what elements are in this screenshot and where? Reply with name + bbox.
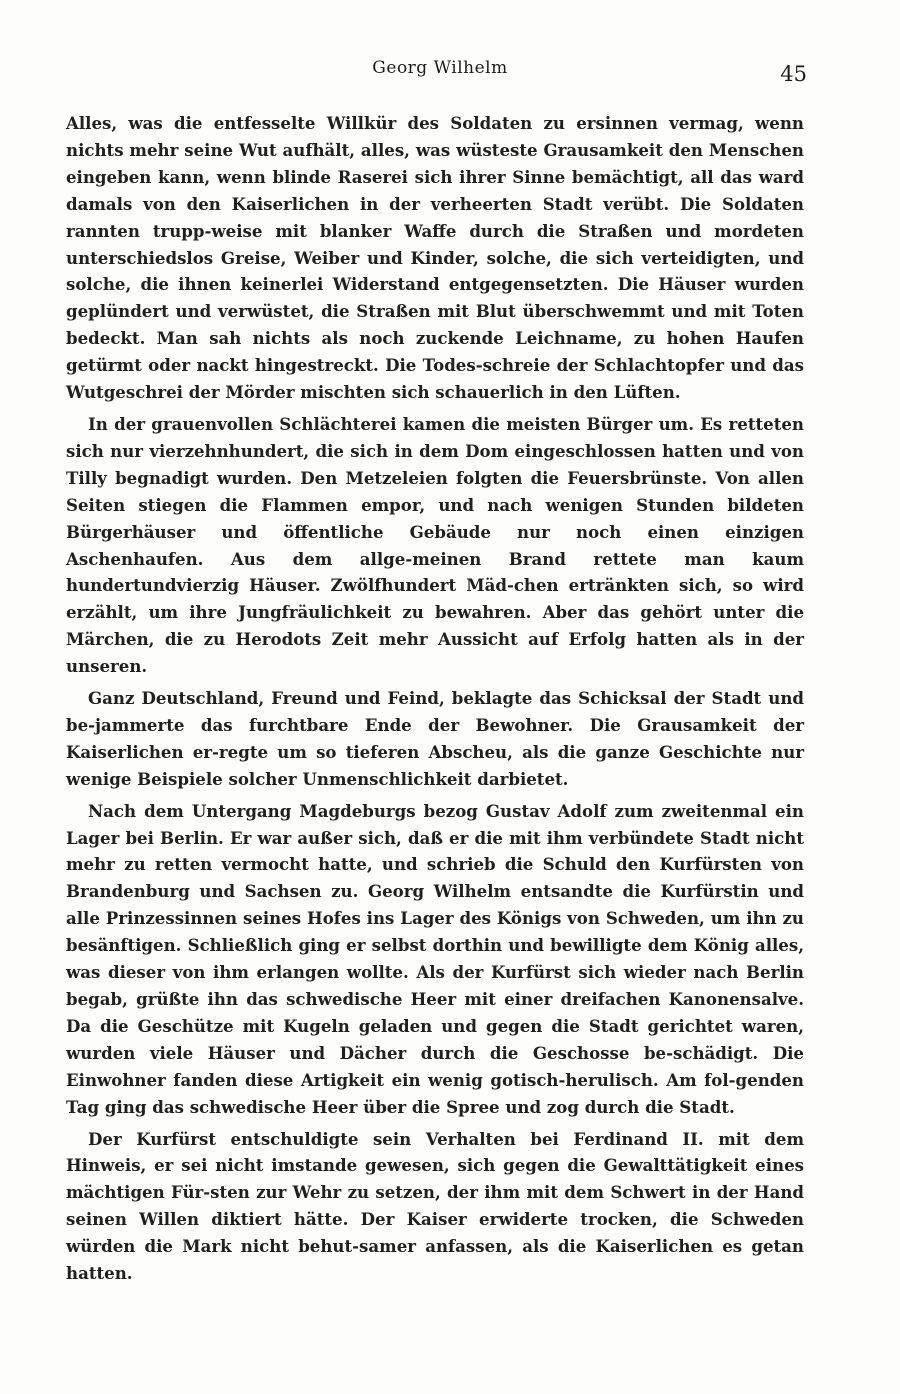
page-number: 45: [780, 62, 807, 86]
running-head: [0, 58, 900, 88]
paragraph: Ganz Deutschland, Freund und Feind, beklagte das Schicksal der Stadt und be-jammerte das furchtbare Ende der Bewohner. Die Grausamkeit der Kaiserlichen er-regte um so tieferen Abscheu, als die ganze Geschichte nur wenige Beispiele solcher Unmenschlichkeit darbietet.: [66, 688, 804, 789]
paragraph: Nach dem Untergang Magdeburgs bezog Gustav Adolf zum zweitenmal ein Lager bei Berlin. Er war außer sich, daß er die mit ihm verbündete Stadt nicht mehr zu retten vermocht hatte, und schrieb die Schuld den Kurfürsten von Brandenburg und Sachsen zu. Georg Wilhelm entsandte die Kurfürstin und alle Prinzessinnen seines Hofes ins Lager des Königs von Schweden, um ihn zu besänftigen. Schließlich ging er selbst dorthin und bewilligte dem König alles, was dieser von ihm erlangen wollte. Als der Kurfürst sich wieder nach Berlin begab, grüßte ihn das schwedische Heer mit einer dreifachen Kanonensalve. Da die Geschütze mit Kugeln geladen und gegen die Stadt gerichtet waren, wurden viele Häuser und Dächer durch die Geschosse be-schädigt. Die Einwohner fanden diese Artigkeit ein wenig gotisch-herulisch. Am fol-genden Tag ging das schwedische Heer über die Spree und zog durch die Stadt.: [66, 800, 804, 1117]
paragraph: Der Kurfürst entschuldigte sein Verhalten bei Ferdinand II. mit dem Hinweis, er sei nicht imstande gewesen, sich gegen die Gewalttätigkeit eines mächtigen Für-sten zur Wehr zu setzen, der ihm mit dem Schwert in der Hand seinen Willen diktiert hätte. Der Kaiser erwiderte trocken, die Schweden würden die Mark nicht behut-samer anfassen, als die Kaiserlichen es getan hatten.: [66, 1128, 804, 1284]
paragraph: In der grauenvollen Schlächterei kamen die meisten Bürger um. Es retteten sich nur vierzehnhundert, die sich in dem Dom eingeschlossen hatten und von Tilly begnadigt wurden. Den Metzeleien folgten die Feuersbrünste. Von allen Seiten stiegen die Flammen empor, und nach wenigen Stunden bildeten Bürgerhäuser und öffentliche Gebäude nur noch einen einzigen Aschenhaufen. Aus dem allge-meinen Brand rettete man kaum hundertundvierzig Häuser. Zwölfhundert Mäd-chen ertränkten sich, so wird erzählt, um ihre Jungfräulichkeit zu bewahren. Aber das gehört unter die Märchen, die zu Herodots Zeit mehr Aussicht auf Erfolg hatten als in der unseren.: [66, 413, 804, 677]
paragraph: Alles, was die entfesselte Willkür des Soldaten zu ersinnen vermag, wenn nichts mehr seine Wut aufhält, alles, was wüsteste Grausamkeit den Menschen eingeben kann, wenn blinde Raserei sich ihrer Sinne bemächtigt, all das ward damals von den Kaiserlichen in der verheerten Stadt verübt. Die Soldaten rannten trupp-weise mit blanker Waffe durch die Straßen und mordeten unterschiedslos Greise, Weiber und Kinder, solche, die sich verteidigten, und solche, die ihnen keinerlei Widerstand entgegensetzten. Die Häuser wurden geplündert und verwüstet, die Straßen mit Blut überschwemmt und mit Toten bedeckt. Man sah nichts als noch zuckende Leichname, zu hohen Haufen getürmt oder nackt hingestreckt. Die Todes-schreie der Schlachtopfer und das Wutgeschrei der Mörder mischten sich schauerlich in den Lüften.: [66, 113, 804, 403]
running-title: Georg Wilhelm: [372, 58, 508, 78]
body-text: [66, 110, 804, 1292]
